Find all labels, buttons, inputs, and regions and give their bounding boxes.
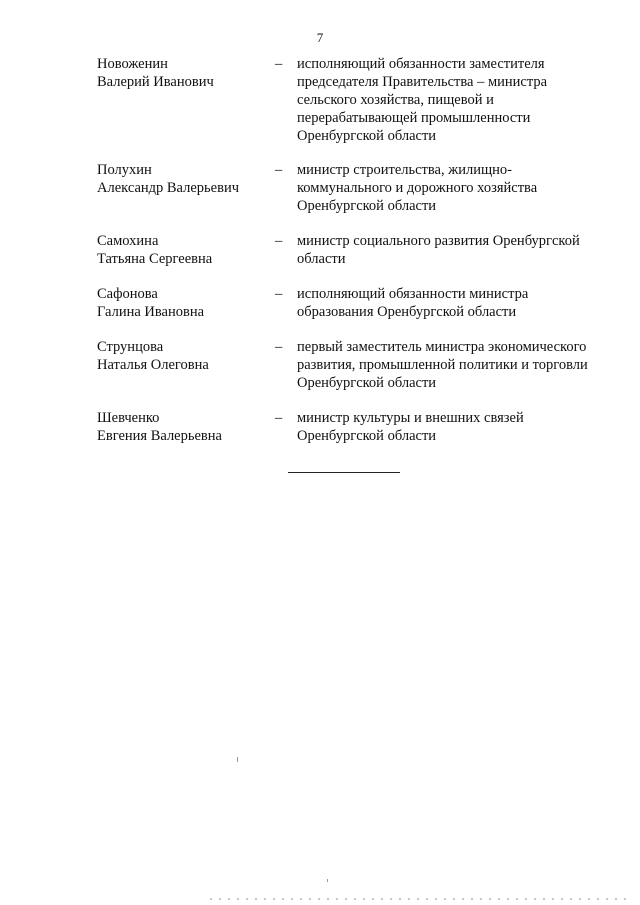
official-position [297, 409, 607, 445]
official-name [97, 161, 267, 197]
official-surname: Полухин [97, 162, 152, 178]
dash-separator: – [275, 56, 283, 72]
official-position [297, 232, 607, 268]
footer-scan-artifact [210, 898, 630, 900]
official-entry [0, 285, 640, 338]
official-position [297, 285, 607, 321]
official-given-names: Евгения Валерьевна [97, 428, 222, 444]
position-line: Оренбургской области [297, 198, 437, 214]
official-position [297, 161, 607, 215]
dash-separator: – [275, 233, 283, 249]
position-line: сельского хозяйства, пищевой и [297, 92, 494, 108]
officials-list [0, 55, 640, 449]
official-entry [0, 55, 640, 161]
official-entry [0, 161, 640, 232]
official-given-names: Татьяна Сергеевна [97, 251, 213, 267]
official-entry [0, 338, 640, 409]
position-line: Оренбургской области [297, 428, 437, 444]
dash-separator: – [275, 162, 283, 178]
position-line: Оренбургской области [297, 375, 437, 391]
position-line: председателя Правительства – министра [297, 74, 548, 90]
official-given-names: Наталья Олеговна [97, 357, 209, 373]
page-number: 7 [316, 30, 324, 45]
official-name [97, 232, 267, 268]
official-surname: Шевченко [97, 410, 160, 426]
official-name [97, 55, 267, 91]
official-given-names: Галина Ивановна [97, 304, 205, 320]
official-surname: Новоженин [97, 56, 168, 72]
position-line: области [297, 251, 346, 267]
official-name [97, 285, 267, 321]
position-line: министр культуры и внешних связей [297, 410, 524, 426]
official-entry [0, 409, 640, 449]
official-given-names: Александр Валерьевич [97, 180, 239, 196]
position-line: перерабатывающей промышленности [297, 110, 531, 126]
official-name [97, 338, 267, 374]
position-line: коммунального и дорожного хозяйства [297, 180, 538, 196]
end-of-list-rule [288, 472, 400, 473]
official-name [97, 409, 267, 445]
position-line: министр строительства, жилищно- [297, 162, 513, 178]
position-line: образования Оренбургской области [297, 304, 517, 320]
official-position [297, 338, 607, 392]
position-line: исполняющий обязанности заместителя [297, 56, 545, 72]
position-line: исполняющий обязанности министра [297, 286, 529, 302]
position-line: министр социального развития Оренбургской [297, 233, 580, 249]
official-entry [0, 232, 640, 285]
position-line: развития, промышленной политики и торговли [297, 357, 588, 373]
official-position [297, 55, 607, 145]
scan-artifact [327, 879, 328, 882]
official-surname: Струнцова [97, 339, 164, 355]
dash-separator: – [275, 410, 283, 426]
dash-separator: – [275, 286, 283, 302]
official-given-names: Валерий Иванович [97, 74, 214, 90]
position-line: первый заместитель министра экономического [297, 339, 587, 355]
scan-artifact [237, 757, 238, 762]
official-surname: Самохина [97, 233, 159, 249]
position-line: Оренбургской области [297, 128, 437, 144]
dash-separator: – [275, 339, 283, 355]
official-surname: Сафонова [97, 286, 158, 302]
